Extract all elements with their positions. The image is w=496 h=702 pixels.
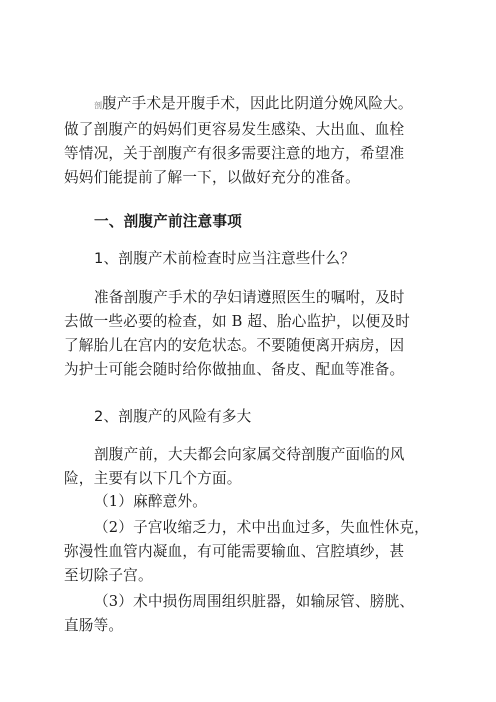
- q2-line-2: 险，主要有以下几个方面。: [64, 470, 242, 487]
- intro-line-1: 腹产手术是开腹手术，因此比阴道分娩风险大。: [102, 95, 413, 112]
- risk-item-2-line-3: 至切除子宫。: [64, 567, 153, 584]
- risk-item-1: （1）麻醉意外。: [94, 493, 208, 510]
- question-2-paragraph: [64, 443, 432, 491]
- risk-item-3-line-2: 直肠等。: [64, 617, 124, 634]
- intro-line-2: 做了剖腹产的妈妈们更容易发生感染、大出血、血栓: [64, 121, 405, 138]
- q1-line-2: 去做一些必要的检查，如 B 超、胎心监护，以便及时: [64, 313, 411, 330]
- q2-line-1: 剖腹产前，大夫都会向家属交待剖腹产面临的风: [94, 446, 405, 463]
- section-heading: 一、剖腹产前注意事项: [94, 213, 242, 230]
- intro-paragraph: [64, 92, 432, 190]
- question-1-paragraph: [64, 286, 432, 382]
- q1-line-3: 了解胎儿在宫内的安危状态。不要随便离开病房，因: [64, 337, 405, 354]
- risk-item-3-line-1: （3）术中损伤周围组织脏器，如输尿管、膀胱、: [94, 593, 415, 610]
- intro-line-3: 等情况，关于剖腹产有很多需要注意的地方，希望准: [64, 145, 405, 162]
- question-2-title: 2、剖腹产的风险有多大: [94, 408, 252, 425]
- question-1-title: 1、剖腹产术前检查时应当注意些什么？: [94, 250, 355, 267]
- q1-line-1: 准备剖腹产手术的孕妇请遵照医生的嘱咐，及时: [94, 289, 405, 306]
- risk-item-2-line-2: 弥漫性血管内凝血，有可能需要输血、宫腔填纱，甚: [64, 543, 405, 560]
- q1-line-4: 为护士可能会随时给你做抽血、备皮、配血等准备。: [64, 361, 405, 378]
- intro-prefix: 剖: [94, 101, 102, 110]
- risk-item-2-line-1: （2）子宫收缩乏力，术中出血过多，失血性休克，: [94, 519, 429, 536]
- risk-list: [64, 490, 432, 638]
- intro-line-4: 妈妈们能提前了解一下，以做好充分的准备。: [64, 169, 360, 186]
